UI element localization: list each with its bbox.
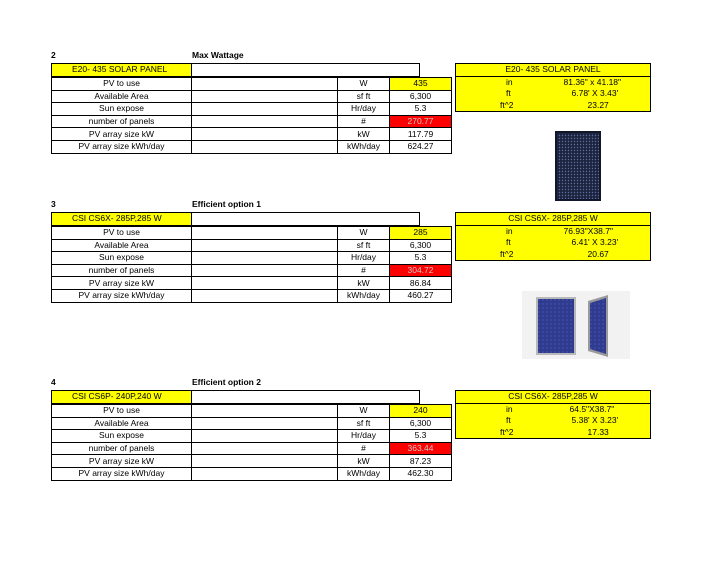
spec-title: CSI CS6X- 285P,285 W	[456, 391, 651, 404]
row-unit: W	[338, 227, 390, 240]
row-unit: #	[338, 115, 390, 128]
row-unit: kWh/day	[338, 140, 390, 153]
row-unit: kW	[338, 128, 390, 141]
row-value: 6,300	[390, 239, 452, 252]
spec-unit: in	[456, 403, 564, 415]
calc-rows	[51, 226, 452, 303]
row-value: 435	[390, 78, 452, 91]
row-blank	[192, 140, 338, 153]
table-title-row	[52, 64, 420, 77]
section-number: 4	[51, 377, 56, 387]
table-row	[52, 115, 452, 128]
row-value: 304.72	[390, 264, 452, 277]
panel-name: CSI CS6X- 285P,285 W	[52, 213, 192, 226]
row-unit: Hr/day	[338, 430, 390, 443]
row-label: PV array size kW	[52, 277, 192, 290]
spec-value: 81.36" x 41.18"	[564, 76, 651, 88]
table-row	[52, 227, 452, 240]
row-value: 462.30	[390, 467, 452, 480]
row-value: 6,300	[390, 417, 452, 430]
spec-title: E20- 435 SOLAR PANEL	[456, 64, 651, 77]
row-label: Available Area	[52, 417, 192, 430]
row-value: 6,300	[390, 90, 452, 103]
row-label: number of panels	[52, 442, 192, 455]
row-label: Available Area	[52, 90, 192, 103]
row-label: PV array size kW	[52, 128, 192, 141]
row-blank	[192, 128, 338, 141]
table-row	[52, 467, 452, 480]
table-row	[52, 90, 452, 103]
section-heading: Efficient option 1	[192, 199, 261, 209]
row-unit: Hr/day	[338, 103, 390, 116]
row-unit: Hr/day	[338, 252, 390, 265]
calc-table	[51, 390, 420, 404]
row-blank	[192, 442, 338, 455]
row-blank	[192, 78, 338, 91]
section-number: 2	[51, 50, 56, 60]
row-blank	[192, 227, 338, 240]
row-blank	[192, 90, 338, 103]
title-blank	[192, 213, 420, 226]
spec-unit: in	[456, 76, 564, 88]
calc-table	[51, 212, 420, 226]
row-label: PV array size kWh/day	[52, 140, 192, 153]
row-blank	[192, 405, 338, 418]
calc-rows	[51, 77, 452, 154]
spec-value: 76.93"X38.7"	[564, 225, 651, 237]
panel-name: E20- 435 SOLAR PANEL	[52, 64, 192, 77]
solar-panel-image	[522, 291, 630, 359]
spec-unit: ft	[456, 88, 564, 100]
title-blank	[192, 64, 420, 77]
row-unit: kW	[338, 455, 390, 468]
row-value: 86.84	[390, 277, 452, 290]
section-number: 3	[51, 199, 56, 209]
spec-value: 64.5"X38.7"	[564, 403, 651, 415]
row-blank	[192, 264, 338, 277]
row-unit: sf ft	[338, 239, 390, 252]
row-blank	[192, 277, 338, 290]
row-label: Available Area	[52, 239, 192, 252]
row-blank	[192, 115, 338, 128]
row-value: 5.3	[390, 430, 452, 443]
solar-panel-image	[555, 131, 601, 201]
spec-value: 20.67	[564, 249, 651, 261]
table-row	[52, 78, 452, 91]
row-value: 460.27	[390, 289, 452, 302]
spec-value: 6.41' X 3.23'	[564, 237, 651, 249]
table-row	[52, 405, 452, 418]
row-unit: kWh/day	[338, 289, 390, 302]
row-unit: W	[338, 78, 390, 91]
row-label: number of panels	[52, 264, 192, 277]
title-blank	[192, 391, 420, 404]
table-row	[52, 140, 452, 153]
table-row	[52, 289, 452, 302]
row-value: 5.3	[390, 103, 452, 116]
row-blank	[192, 455, 338, 468]
row-blank	[192, 417, 338, 430]
row-unit: kW	[338, 277, 390, 290]
row-unit: #	[338, 442, 390, 455]
row-label: Sun expose	[52, 430, 192, 443]
row-label: Sun expose	[52, 103, 192, 116]
spec-unit: ft^2	[456, 249, 564, 261]
spec-value: 17.33	[564, 427, 651, 439]
row-blank	[192, 239, 338, 252]
panel-name: CSI CS6P- 240P,240 W	[52, 391, 192, 404]
table-row	[52, 455, 452, 468]
spec-unit: ft	[456, 237, 564, 249]
row-unit: kWh/day	[338, 467, 390, 480]
row-value: 285	[390, 227, 452, 240]
row-label: Sun expose	[52, 252, 192, 265]
row-value: 117.79	[390, 128, 452, 141]
panel-spec-table	[455, 390, 651, 439]
section-heading: Max Wattage	[192, 50, 244, 60]
panel-spec-table	[455, 212, 651, 261]
section-heading: Efficient option 2	[192, 377, 261, 387]
calc-table	[51, 63, 420, 77]
row-value: 5.3	[390, 252, 452, 265]
spec-value: 5.38' X 3.23'	[564, 415, 651, 427]
row-blank	[192, 467, 338, 480]
row-value: 240	[390, 405, 452, 418]
spec-unit: in	[456, 225, 564, 237]
table-row	[52, 417, 452, 430]
row-blank	[192, 289, 338, 302]
table-row	[52, 277, 452, 290]
row-value: 270.77	[390, 115, 452, 128]
row-label: PV to use	[52, 405, 192, 418]
table-row	[52, 128, 452, 141]
row-blank	[192, 252, 338, 265]
table-row	[52, 252, 452, 265]
row-unit: sf ft	[338, 417, 390, 430]
row-unit: sf ft	[338, 90, 390, 103]
row-label: PV array size kW	[52, 455, 192, 468]
calc-rows	[51, 404, 452, 481]
row-label: number of panels	[52, 115, 192, 128]
panel-spec-table	[455, 63, 651, 112]
row-label: PV to use	[52, 227, 192, 240]
table-row	[52, 103, 452, 116]
table-row	[52, 442, 452, 455]
table-row	[52, 264, 452, 277]
row-blank	[192, 103, 338, 116]
spec-unit: ft^2	[456, 100, 564, 112]
row-value: 87.23	[390, 455, 452, 468]
table-row	[52, 239, 452, 252]
table-row	[52, 430, 452, 443]
row-value: 363.44	[390, 442, 452, 455]
row-value: 624.27	[390, 140, 452, 153]
spec-value: 23.27	[564, 100, 651, 112]
row-unit: #	[338, 264, 390, 277]
spec-unit: ft^2	[456, 427, 564, 439]
spec-value: 6.78' X 3.43'	[564, 88, 651, 100]
row-label: PV array size kWh/day	[52, 467, 192, 480]
row-label: PV to use	[52, 78, 192, 91]
spec-unit: ft	[456, 415, 564, 427]
spec-title: CSI CS6X- 285P,285 W	[456, 213, 651, 226]
row-label: PV array size kWh/day	[52, 289, 192, 302]
row-blank	[192, 430, 338, 443]
row-unit: W	[338, 405, 390, 418]
